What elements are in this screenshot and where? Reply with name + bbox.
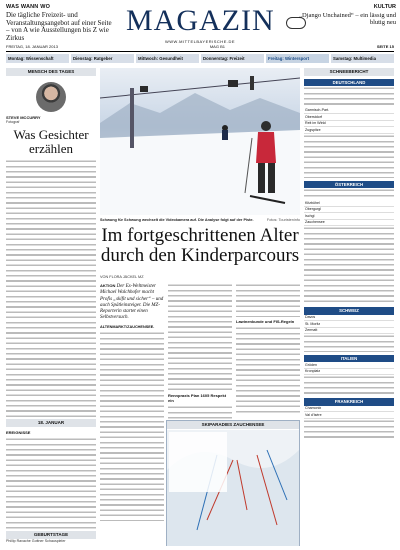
person-name: STEVE MCCURRY <box>6 114 41 120</box>
page-number: SEITE 15 <box>376 44 394 49</box>
snow-row: Garmisch-Part. <box>304 108 394 114</box>
nav-item[interactable]: Donnerstag: Freizeit <box>201 54 264 63</box>
snow-row: Kitzbühel <box>304 200 394 206</box>
snow-row: Gröden <box>304 362 394 368</box>
snow-rows-more <box>304 375 394 395</box>
column-3-text-b <box>236 326 300 414</box>
header-left-teaser[interactable] <box>6 4 116 43</box>
birthday-box <box>6 531 96 543</box>
left-headline[interactable]: Was Gesichter erzählen <box>13 127 89 156</box>
column-3-heading: Lawinenkunde und FIS-Regeln <box>236 319 295 324</box>
snow-rows-more <box>304 334 394 352</box>
person-role: Fotograf <box>6 119 20 124</box>
birthday-text: Phillip Ravache Gottner Schauspieler <box>6 538 66 543</box>
issue-date: FREITAG, 18. JANUAR 2013 <box>6 44 58 49</box>
snow-rows-more <box>304 134 394 178</box>
snow-row: Reit im Winkl <box>304 121 394 127</box>
snow-row: Oberstdorf <box>304 114 394 120</box>
snow-row: St. Moritz <box>304 321 394 327</box>
article-lead <box>100 283 164 322</box>
birthday-label: GEBURTSTAGE <box>6 531 96 539</box>
country-header: SCHWEIZ <box>304 307 394 314</box>
nav-item[interactable]: Montag: Wissenschaft <box>6 54 69 63</box>
country-header: DEUTSCHLAND <box>304 79 394 86</box>
date-section-label: 18. JANUAR <box>6 419 96 427</box>
nav-item[interactable]: Samstag: Multimedia <box>331 54 394 63</box>
left-bottom-box <box>6 419 96 533</box>
country-header: ITALIEN <box>304 355 394 362</box>
country-header: FRANKREICH <box>304 398 394 405</box>
weekday-nav <box>6 54 394 63</box>
article-byline: VON FLORA JÄCKEL MZ <box>100 275 144 279</box>
lead-kicker: AKTION <box>100 283 116 288</box>
article-column-1 <box>100 283 164 521</box>
column-2-text-b <box>168 405 232 419</box>
snow-row: Zauchensee <box>304 220 394 226</box>
ski-scene <box>100 68 300 215</box>
nav-item[interactable]: Dienstag: Ratgeber <box>71 54 134 63</box>
snow-row: Kronplatz <box>304 369 394 375</box>
snow-row: Zermatt <box>304 328 394 334</box>
snow-rows-more <box>304 226 394 304</box>
photo-caption <box>100 218 300 223</box>
portrait-photo <box>36 82 66 112</box>
snow-row: Zugspitze <box>304 127 394 133</box>
country-note <box>304 86 394 108</box>
left-column <box>6 68 96 427</box>
header-left-text: Die tägliche Freizeit- und Veranstaltungsangebot auf einer Seite – von A wie Ausstellungen bis Z wie Zirkus <box>6 10 112 42</box>
snow-row: Davos <box>304 315 394 321</box>
nav-item[interactable]: Mittwoch: Gesundheit <box>136 54 199 63</box>
column-3-text <box>236 283 300 317</box>
column-2-heading: Rennpraxis Plan 1605 Respekt ein <box>168 393 227 403</box>
header-left-kicker: WAS WANN WO <box>6 4 51 10</box>
map-graphic <box>167 430 299 546</box>
snow-row: Val d'Isère <box>304 412 394 418</box>
site-url[interactable]: WWW.MITTELBAYERISCHE.DE <box>164 39 236 44</box>
lead-text: Der Ex-Weltmeister Michael Walchhofer macht Profis „skifit und sicher“ – und auch Spätleinsteiger. Die MZ-Reporterin startet einen Selbstversuch. <box>100 284 164 321</box>
snow-report <box>304 68 394 441</box>
masthead <box>126 6 274 44</box>
snow-rows-more <box>304 419 394 441</box>
dateline <box>6 44 394 52</box>
masthead-title: MAGAZIN <box>126 4 275 37</box>
snow-row: Ischgl <box>304 213 394 219</box>
article-headline[interactable]: Im fortgeschrittenen Alter durch den Kinderparcours <box>100 225 300 266</box>
column-2-text <box>168 283 232 391</box>
article-column-3 <box>236 283 300 414</box>
events-text <box>6 437 96 533</box>
map-title: SKIPARADIES ZAUCHENSEE <box>167 421 299 429</box>
ski-map <box>166 420 300 546</box>
snow-row: Chamonix <box>304 406 394 412</box>
header-right-kicker: KULTUR <box>373 4 396 10</box>
events-label: EREIGNISSE <box>6 429 31 435</box>
article-dateline: ALTENMARKT/ZAUCHENSEE. <box>100 324 155 329</box>
snow-report-title: SCHNEEBERICHT <box>304 68 394 76</box>
ski-photo <box>100 68 300 215</box>
article-column-2 <box>168 283 232 419</box>
country-header: ÖSTERREICH <box>304 181 394 188</box>
header-right-teaser[interactable] <box>296 4 396 26</box>
left-body-text <box>6 159 96 427</box>
column-1-text <box>100 331 164 521</box>
edition-code: MAG B1 <box>209 44 225 49</box>
caption-text: Schwung für Schwung wechselt die Videokamera auf. Die Analyse folgt auf der Piste. <box>100 218 254 222</box>
snow-row: Obergurgl <box>304 207 394 213</box>
section-label: MENSCH DES TAGES <box>6 68 96 76</box>
header-right-text: „Django Unchained“ – ein lässig und blutig neu <box>299 11 396 27</box>
country-note <box>304 188 394 200</box>
photo-credit: Fotos: Touristeninfo <box>266 218 300 222</box>
nav-item-active[interactable]: Freitag: Wintersport <box>266 54 329 63</box>
